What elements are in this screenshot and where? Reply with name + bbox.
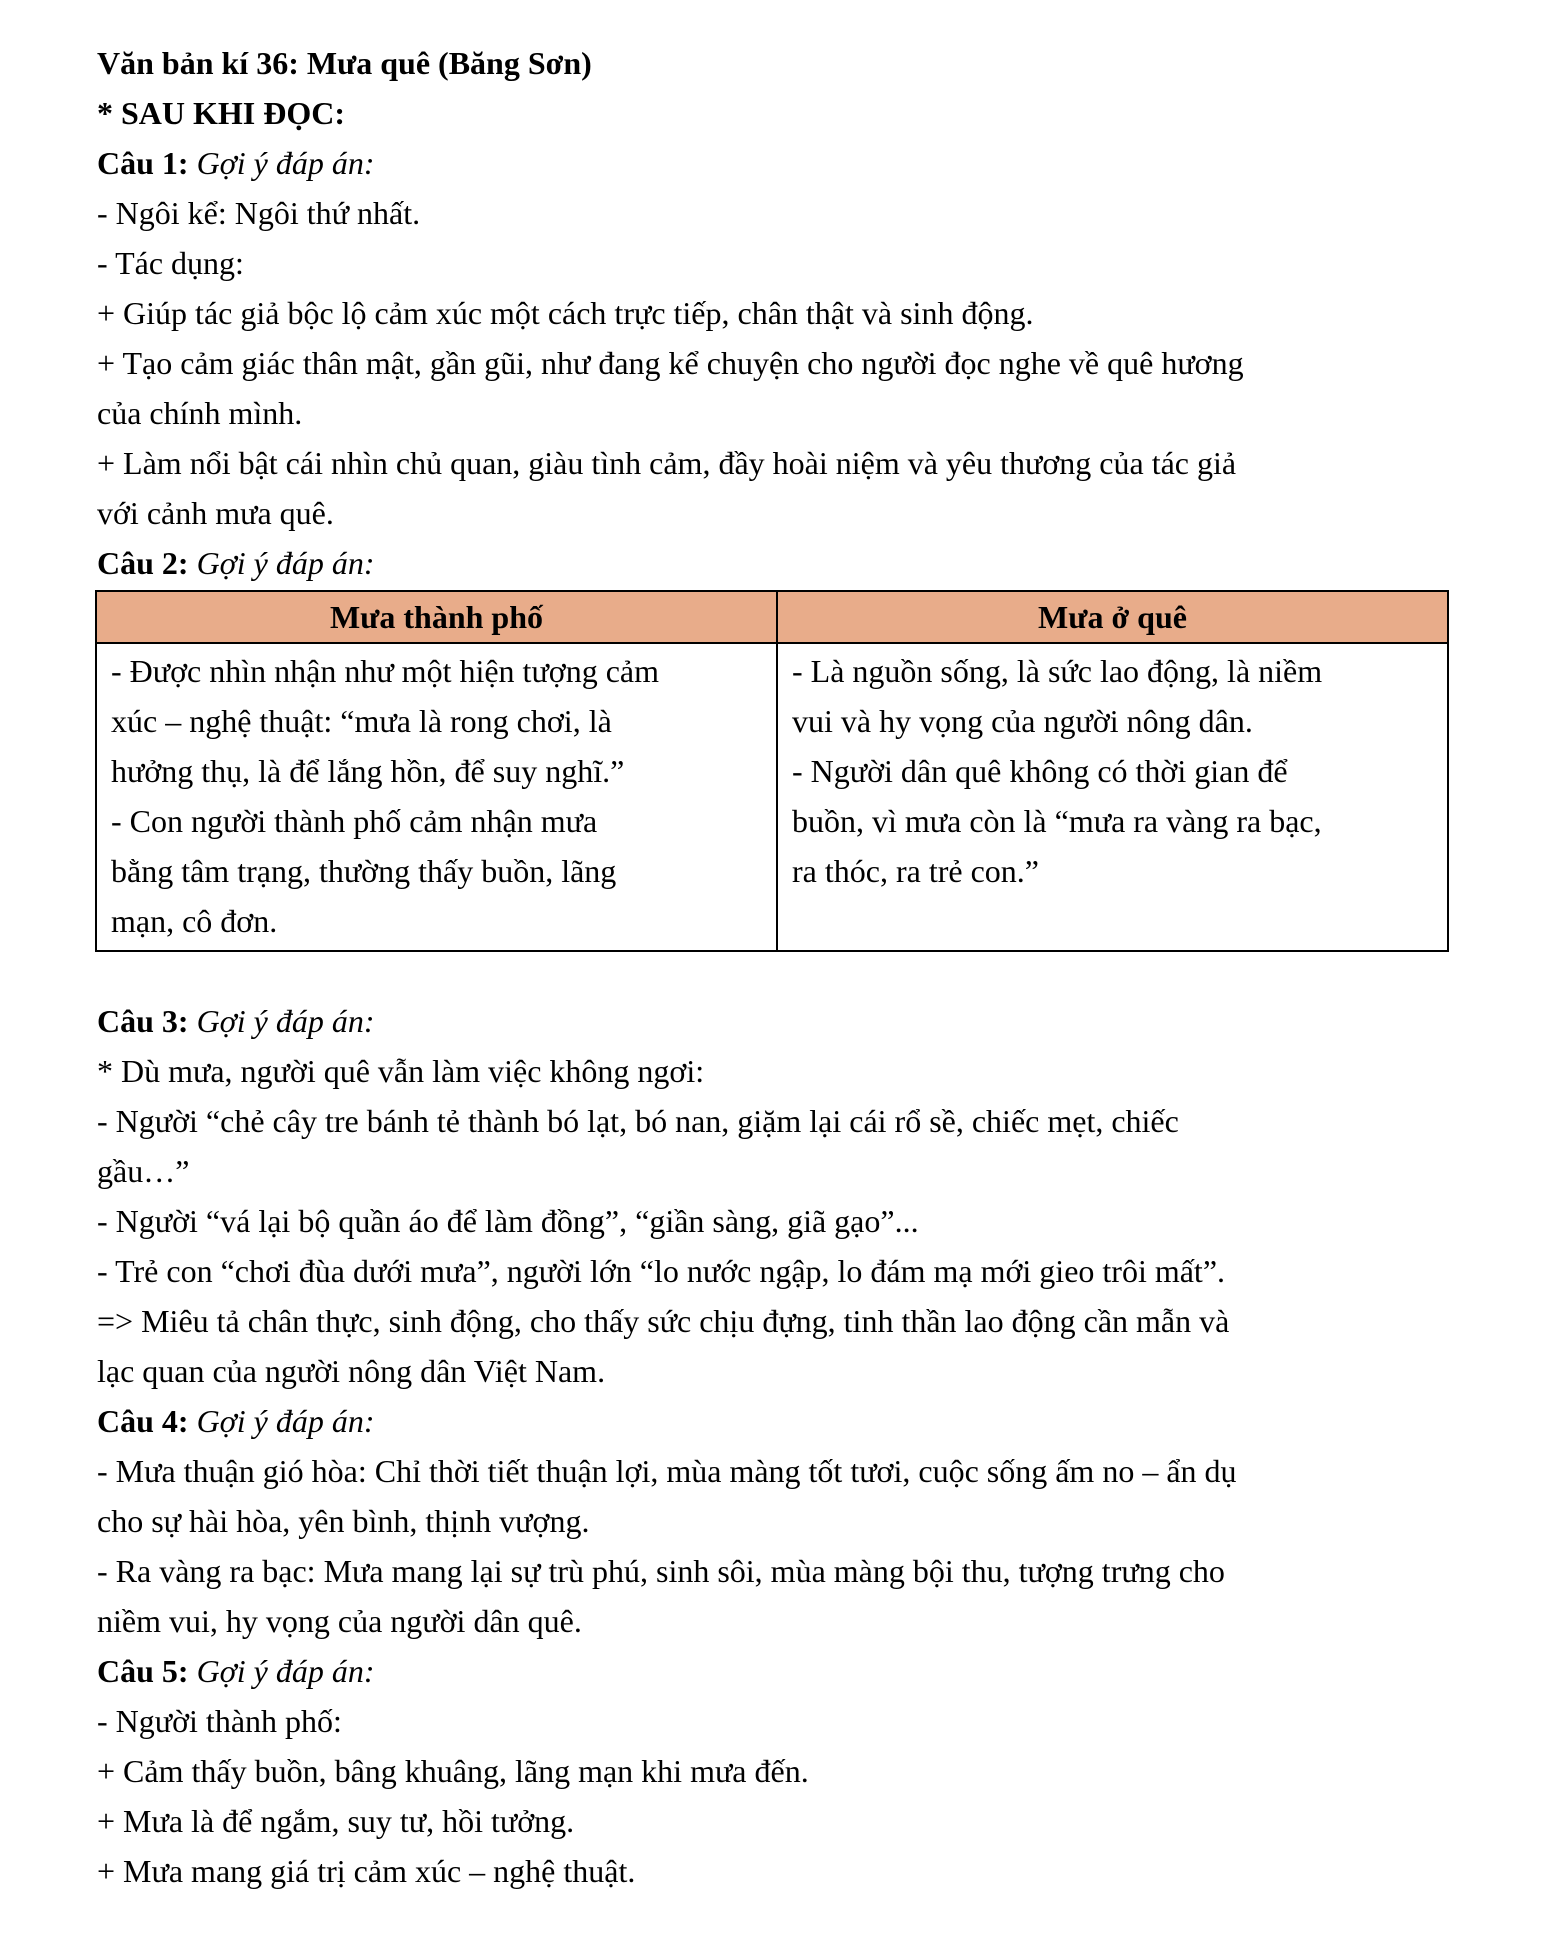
answer-line: với cảnh mưa quê. — [97, 495, 334, 531]
question-label: Câu 4: — [97, 1403, 189, 1439]
cell-line: bằng tâm trạng, thường thấy buồn, lãng — [111, 853, 617, 889]
cell-line: vui và hy vọng của người nông dân. — [792, 703, 1253, 739]
question-3-heading — [97, 996, 1457, 1046]
question-4-heading — [97, 1396, 1457, 1446]
cell-line: buồn, vì mưa còn là “mưa ra vàng ra bạc, — [792, 803, 1322, 839]
cell-line: xúc – nghệ thuật: “mưa là rong chơi, là — [111, 703, 612, 739]
cell-line: - Người dân quê không có thời gian để — [792, 753, 1288, 789]
answer-line: lạc quan của người nông dân Việt Nam. — [97, 1353, 606, 1389]
answer-line: + Mưa là để ngắm, suy tư, hồi tưởng. — [97, 1803, 575, 1839]
cell-line: hưởng thụ, là để lắng hồn, để suy nghĩ.” — [111, 753, 625, 789]
answer-line: * Dù mưa, người quê vẫn làm việc không ngơi: — [97, 1053, 705, 1089]
answer-line: - Ngôi kể: Ngôi thứ nhất. — [97, 195, 421, 231]
cell-line: - Là nguồn sống, là sức lao động, là niềm — [792, 653, 1323, 689]
hint-label: Gợi ý đáp án: — [196, 1403, 375, 1439]
cell-line: mạn, cô đơn. — [111, 903, 278, 939]
answer-line: - Người thành phố: — [97, 1703, 342, 1739]
cell-line: - Được nhìn nhận như một hiện tượng cảm — [111, 653, 659, 689]
table-header-country-rain: Mưa ở quê — [777, 591, 1448, 643]
answer-line: + Tạo cảm giác thân mật, gần gũi, như đang kể chuyện cho người đọc nghe về quê hương — [97, 345, 1244, 381]
hint-label: Gợi ý đáp án: — [196, 145, 375, 181]
answer-line: niềm vui, hy vọng của người dân quê. — [97, 1603, 582, 1639]
answer-line: + Mưa mang giá trị cảm xúc – nghệ thuật. — [97, 1853, 636, 1889]
question-2-heading — [97, 538, 1457, 588]
answer-line: - Tác dụng: — [97, 245, 244, 281]
answer-line: - Người “vá lại bộ quần áo để làm đồng”, “giần sàng, giã gạo”... — [97, 1203, 919, 1239]
question-label: Câu 3: — [97, 1003, 189, 1039]
table-cell-country-rain — [777, 643, 1448, 951]
answer-line: - Mưa thuận gió hòa: Chỉ thời tiết thuận lợi, mùa màng tốt tươi, cuộc sống ấm no – ẩn dụ — [97, 1453, 1237, 1489]
section-heading: * SAU KHI ĐỌC: — [97, 95, 346, 131]
question-5-heading — [97, 1646, 1457, 1696]
question-label: Câu 1: — [97, 145, 189, 181]
question-label: Câu 5: — [97, 1653, 189, 1689]
table-cell-city-rain — [96, 643, 777, 951]
table-row — [96, 643, 1448, 951]
spacer — [97, 952, 1457, 996]
answer-line: gầu…” — [97, 1153, 190, 1189]
document-title: Văn bản kí 36: Mưa quê (Băng Sơn) — [97, 45, 592, 81]
answer-line: - Ra vàng ra bạc: Mưa mang lại sự trù phú, sinh sôi, mùa màng bội thu, tượng trưng cho — [97, 1553, 1225, 1589]
document-page — [97, 38, 1457, 1896]
table-header-city-rain: Mưa thành phố — [96, 591, 777, 643]
answer-line: + Làm nổi bật cái nhìn chủ quan, giàu tình cảm, đầy hoài niệm và yêu thương của tác giả — [97, 445, 1237, 481]
question-1-heading — [97, 138, 1457, 188]
cell-line: - Con người thành phố cảm nhận mưa — [111, 803, 598, 839]
answer-line: + Cảm thấy buồn, bâng khuâng, lãng mạn khi mưa đến. — [97, 1753, 809, 1789]
table-header-row — [96, 591, 1448, 643]
answer-line: - Người “chẻ cây tre bánh tẻ thành bó lạt, bó nan, giặm lại cái rổ sề, chiếc mẹt, chiếc — [97, 1103, 1179, 1139]
hint-label: Gợi ý đáp án: — [196, 1653, 375, 1689]
answer-line: + Giúp tác giả bộc lộ cảm xúc một cách trực tiếp, chân thật và sinh động. — [97, 295, 1034, 331]
answer-line: của chính mình. — [97, 395, 303, 431]
hint-label: Gợi ý đáp án: — [196, 545, 375, 581]
answer-line: cho sự hài hòa, yên bình, thịnh vượng. — [97, 1503, 590, 1539]
question-label: Câu 2: — [97, 545, 189, 581]
hint-label: Gợi ý đáp án: — [196, 1003, 375, 1039]
comparison-table — [95, 590, 1449, 952]
answer-line: - Trẻ con “chơi đùa dưới mưa”, người lớn “lo nước ngập, lo đám mạ mới gieo trôi mất”. — [97, 1253, 1226, 1289]
answer-line: => Miêu tả chân thực, sinh động, cho thấy sức chịu đựng, tinh thần lao động cần mẫn và — [97, 1303, 1230, 1339]
cell-line: ra thóc, ra trẻ con.” — [792, 853, 1039, 889]
